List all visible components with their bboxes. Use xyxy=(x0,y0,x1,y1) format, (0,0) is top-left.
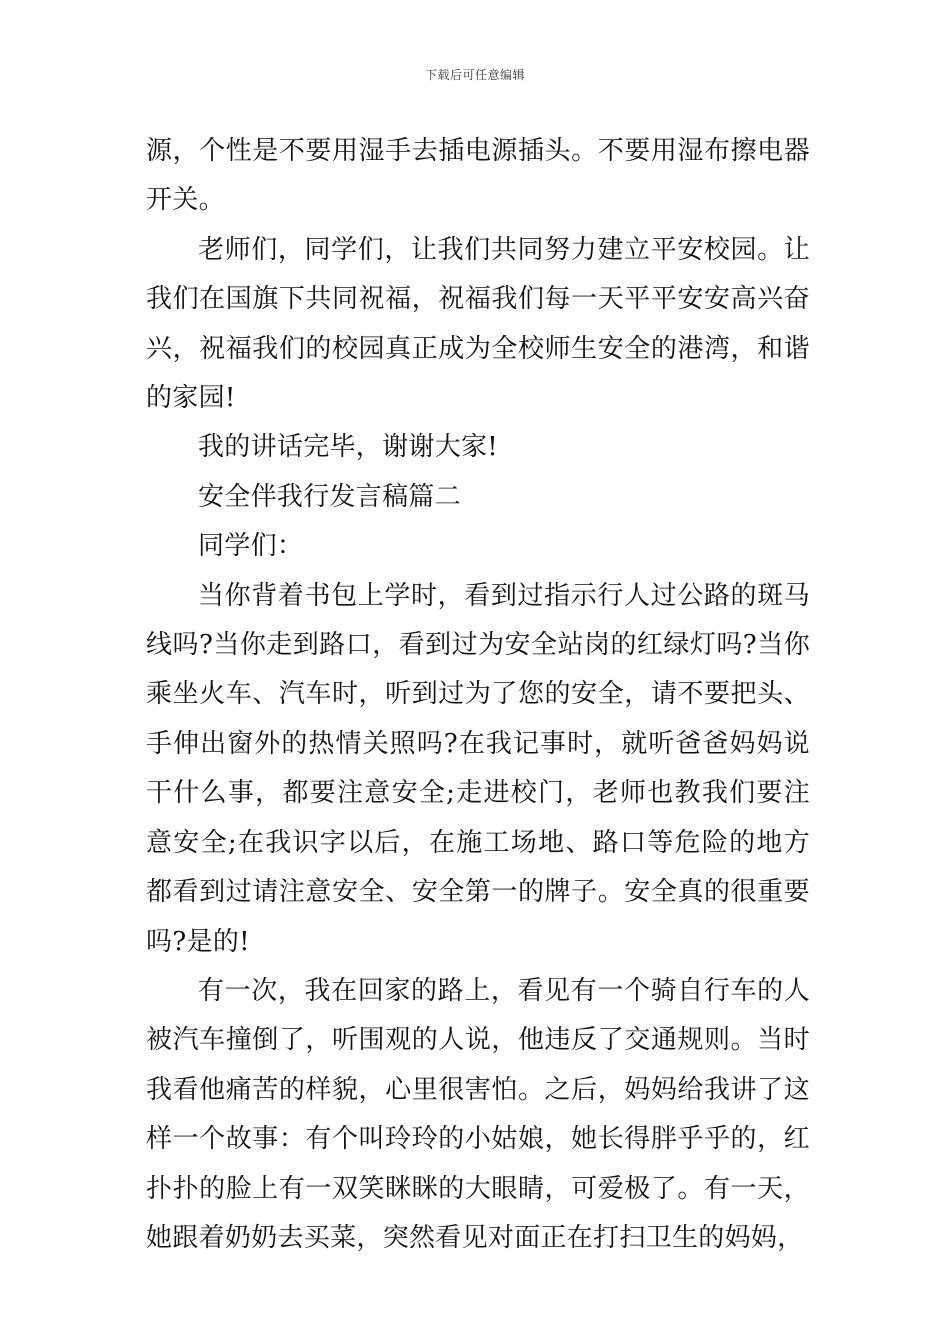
page-header: 下载后可任意编辑 xyxy=(424,68,525,82)
paragraph-1: 源，个性是不要用湿手去插电源插头。不要用湿布擦电器开关。 xyxy=(146,136,810,216)
paragraph-2: 老师们，同学们，让我们共同努力建立平安校园。让我们在国旗下共同祝福，祝福我们每一天平平安安高兴奋兴，祝福我们的校园真正成为全校师生安全的港湾，和谐的家园! xyxy=(146,234,810,414)
paragraph-5: 有一次，我在回家的路上，看见有一个骑自行车的人被汽车撞倒了，听围观的人说，他违反了交通规则。当时我看他痛苦的样貌，心里很害怕。之后，妈妈给我讲了这样一个故事：有个叫玲玲的小姑娘，她长得胖乎乎的，红扑扑的脸上有一双笑眯眯的大眼睛，可爱极了。有一天，她跟着奶奶去买菜，突然看见对面正在打扫卫生的妈妈， xyxy=(146,975,810,1253)
paragraph-3: 我的讲话完毕，谢谢大家! xyxy=(198,432,499,463)
salutation: 同学们： xyxy=(198,531,304,562)
document-body xyxy=(146,127,810,1263)
paragraph-4: 当你背着书包上学时，看到过指示行人过公路的斑马线吗?当你走到路口，看到过为安全站岗的红绿灯吗?当你乘坐火车、汽车时，听到过为了您的安全，请不要把头、手伸出窗外的热情关照吗?在我记事时，就听爸爸妈妈说干什么事，都要注意安全;走进校门，老师也教我们要注意安全;在我识字以后，在施工场地、路口等危险的地方都看到过请注意安全、安全第一的牌子。安全真的很重要吗?是的! xyxy=(146,580,810,957)
section-title: 安全伴我行发言稿篇二 xyxy=(198,481,462,512)
